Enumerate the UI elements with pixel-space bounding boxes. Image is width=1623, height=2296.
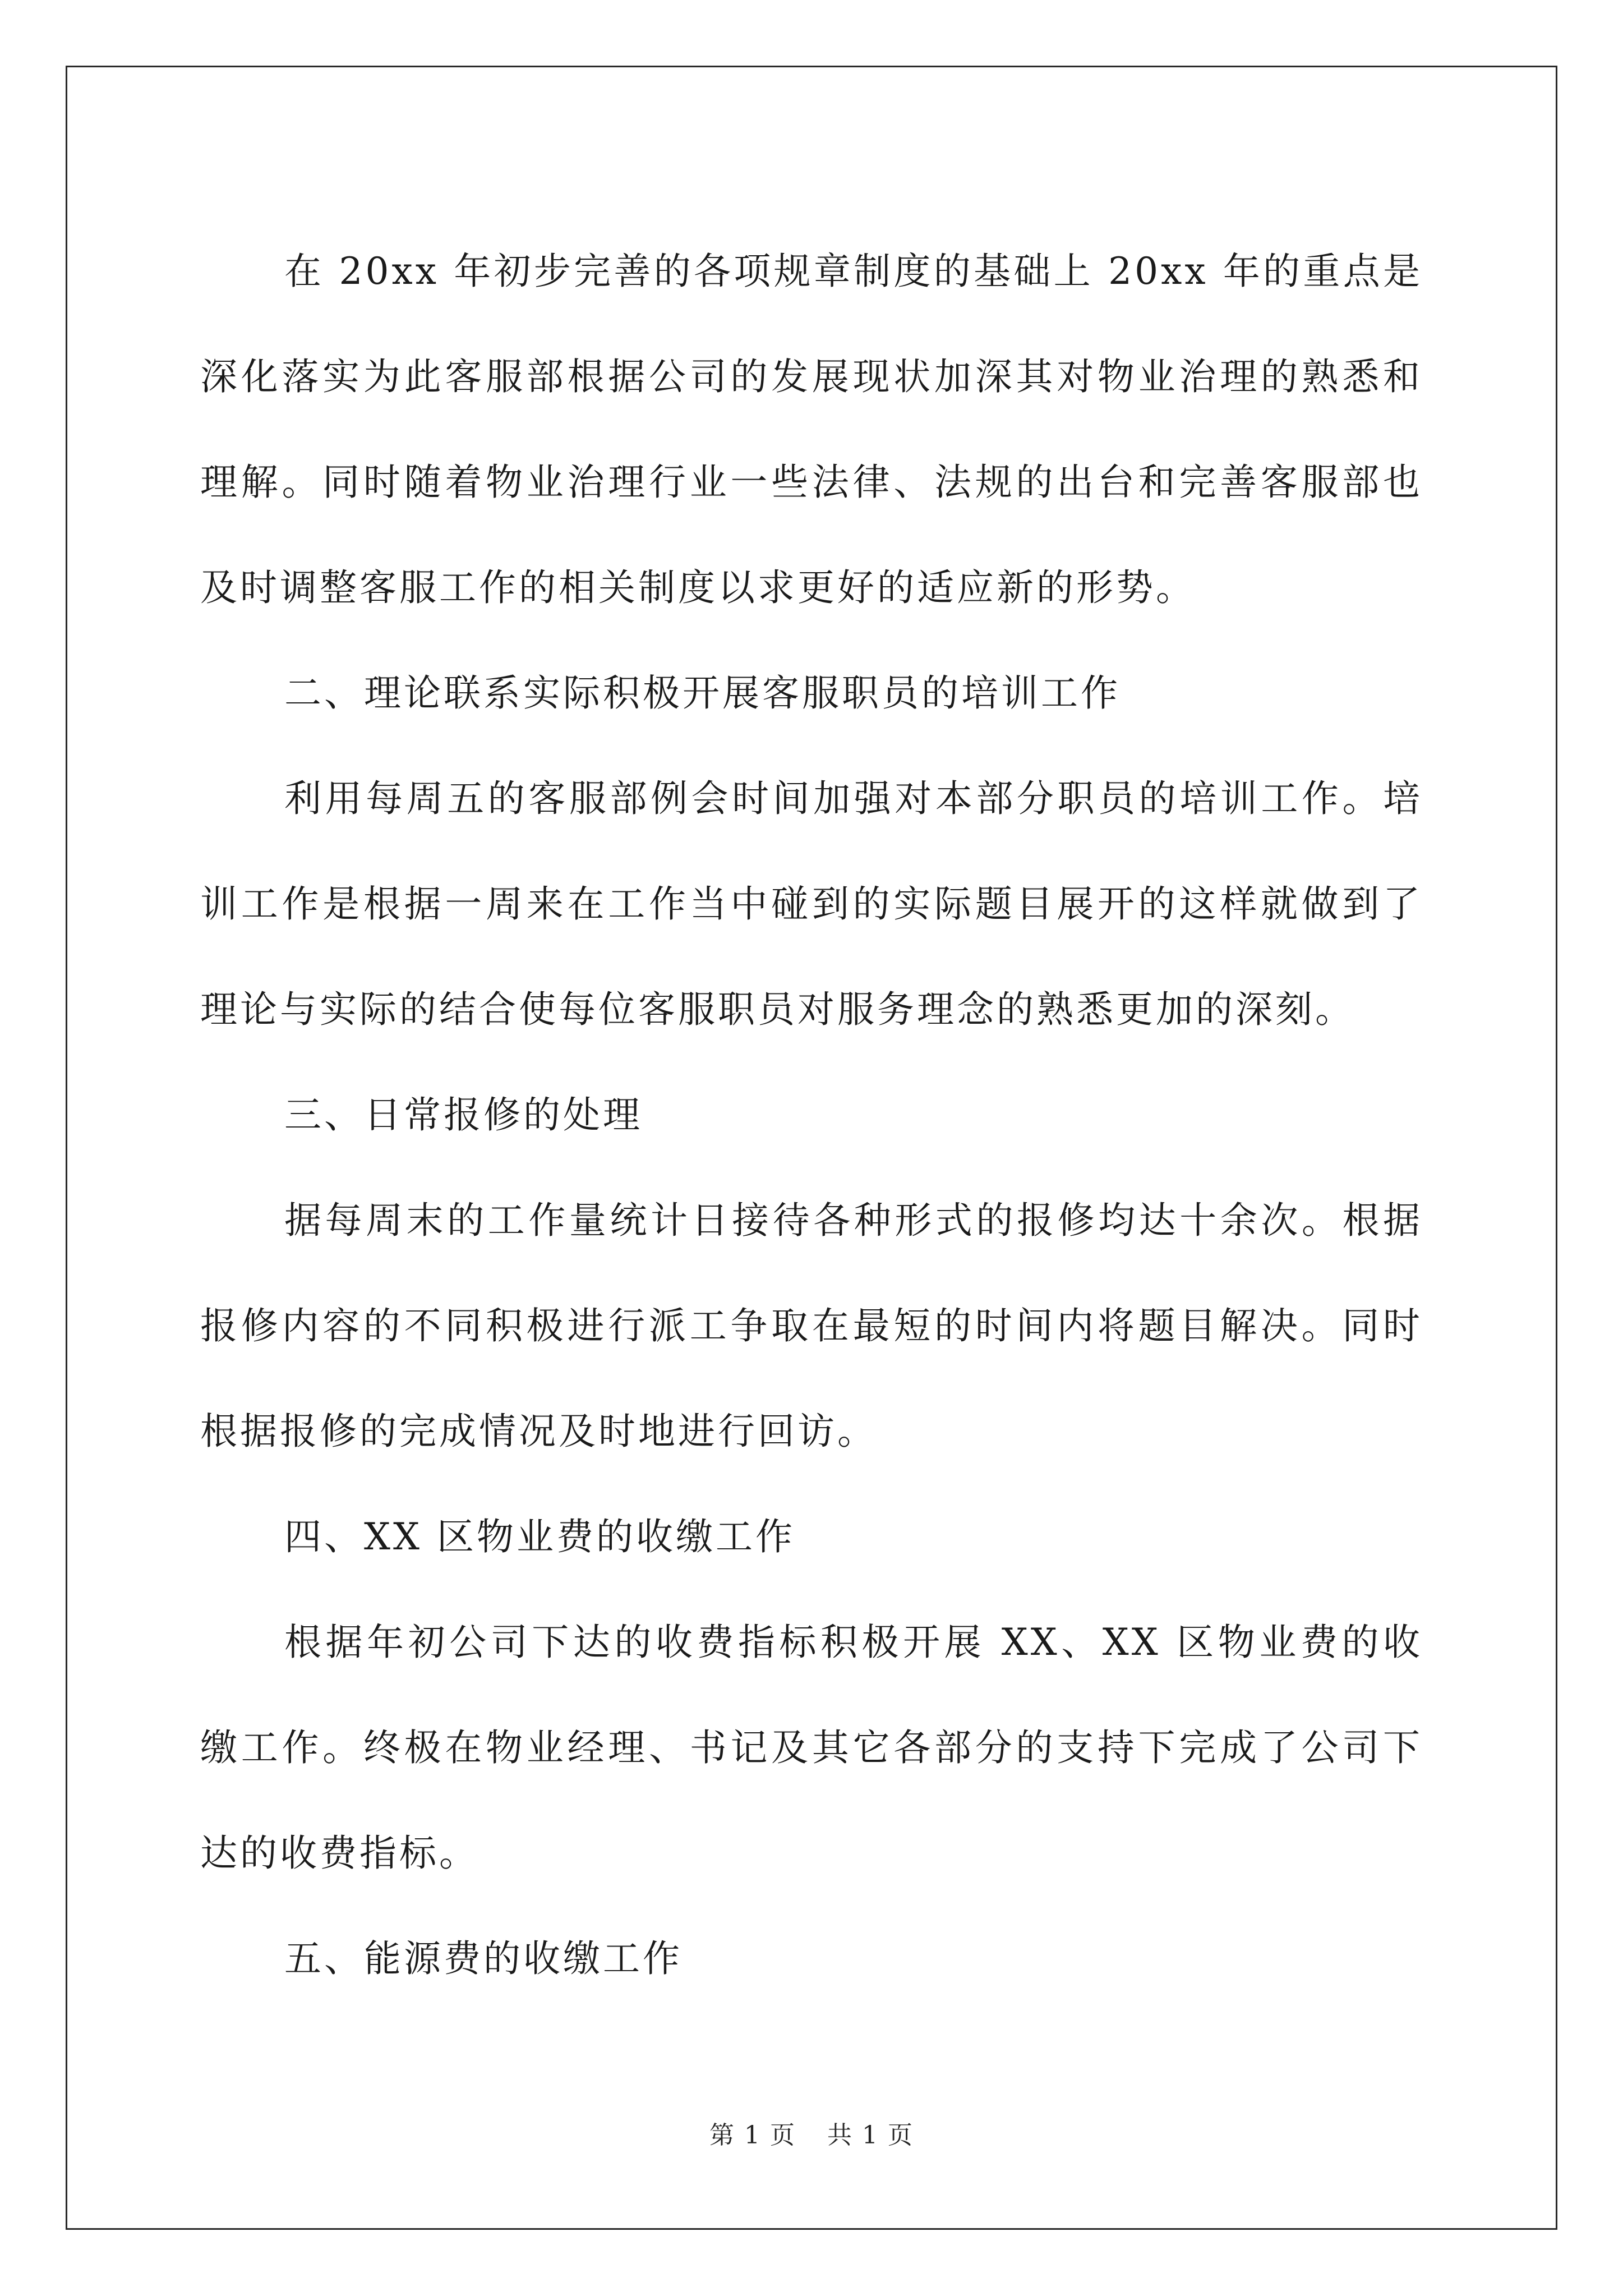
paragraph-repairs: 据每周末的工作量统计日接待各种形式的报修均达十余次。根据报修内容的不同积极进行派工争取在最短的时间内将题目解决。同时根据报修的完成情况及时地进行回访。 [200, 1199, 1423, 1453]
page-footer [0, 2115, 1623, 2151]
paragraph-property-fees: 根据年初公司下达的收费指标积极开展 XX、XX 区物业费的收缴工作。终极在物业经理、书记及其它各部分的支持下完成了公司下达的收费指标。 [200, 1621, 1423, 1875]
section-heading-repairs: 三、日常报修的处理 [284, 1093, 643, 1137]
section-heading-property-fees: 四、XX 区物业费的收缴工作 [284, 1515, 795, 1558]
section-heading-energy-fees: 五、能源费的收缴工作 [284, 1937, 683, 1980]
page-total: 共 1 页 [827, 2121, 914, 2150]
paragraph-intro: 在 20xx 年初步完善的各项规章制度的基础上 20xx 年的重点是深化落实为此客服部根据公司的发展现状加深其对物业治理的熟悉和理解。同时随着物业治理行业一些法律、法规的出台和完善客服部也及时调整客服工作的相关制度以求更好的适应新的形势。 [200, 250, 1423, 609]
paragraph-training: 利用每周五的客服部例会时间加强对本部分职员的培训工作。培训工作是根据一周来在工作当中碰到的实际题目展开的这样就做到了理论与实际的结合使每位客服职员对服务理念的熟悉更加的深刻。 [200, 777, 1423, 1031]
document-body [200, 219, 1423, 2012]
page-number: 第 1 页 [709, 2121, 796, 2150]
section-heading-training: 二、理论联系实际积极开展客服职员的培训工作 [284, 671, 1121, 715]
